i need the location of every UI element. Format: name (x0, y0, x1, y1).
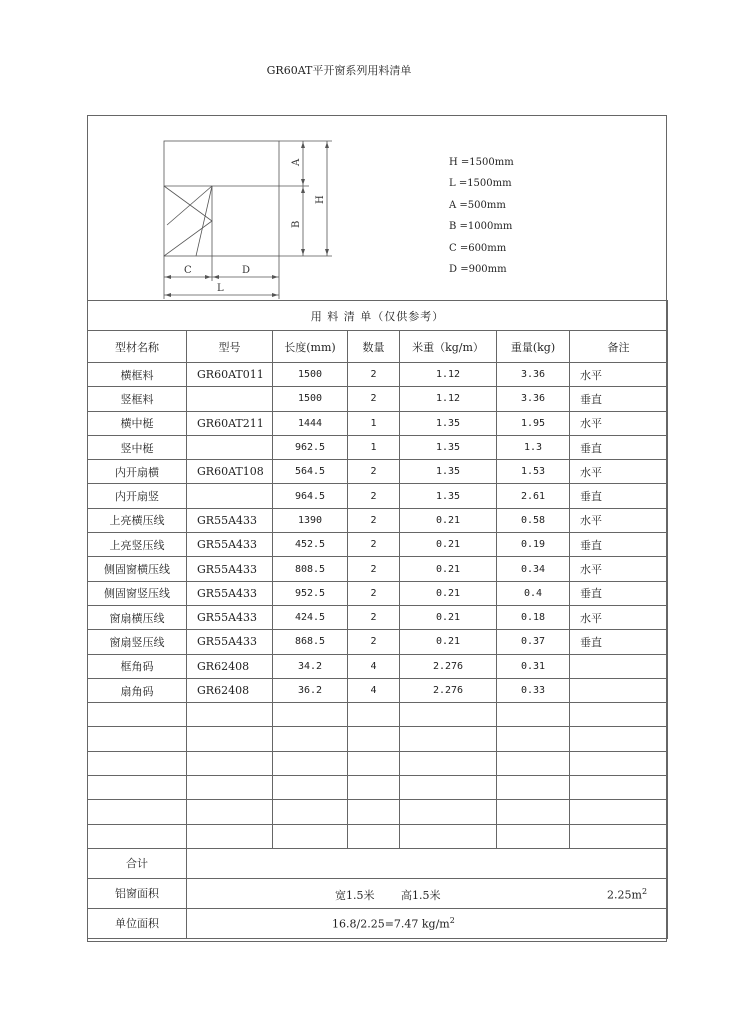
cell-weight (497, 703, 570, 727)
table-row (88, 411, 668, 435)
cell-length: 868.5 (273, 630, 348, 654)
cell-quantity: 2 (348, 387, 400, 411)
table-row (88, 751, 668, 775)
header-model: 型号 (187, 331, 273, 363)
cell-weight: 0.31 (497, 654, 570, 678)
cell-remark: 垂直 (570, 484, 668, 508)
cell-quantity: 2 (348, 460, 400, 484)
cell-length (273, 727, 348, 751)
cell-length: 1444 (273, 411, 348, 435)
table-header-row (88, 331, 668, 363)
dimension-a: A =500mm (449, 199, 506, 211)
cell-length: 452.5 (273, 533, 348, 557)
cell-quantity (348, 727, 400, 751)
cell-profile-name: 上亮横压线 (88, 508, 187, 532)
cell-length: 962.5 (273, 435, 348, 459)
label-d: D (242, 265, 251, 276)
area-width: 宽1.5米 (335, 888, 375, 902)
material-list-table (87, 300, 668, 939)
header-weight: 重量(kg) (497, 331, 570, 363)
cell-model: GR60AT211 (187, 411, 273, 435)
area-row (88, 878, 668, 908)
cell-quantity: 2 (348, 581, 400, 605)
total-value (187, 848, 668, 878)
cell-length: 424.5 (273, 605, 348, 629)
unit-area-label: 单位面积 (88, 908, 187, 938)
dimension-list (449, 152, 514, 280)
table-row (88, 508, 668, 532)
cell-quantity: 2 (348, 605, 400, 629)
cell-profile-name: 侧固窗竖压线 (88, 581, 187, 605)
cell-weight: 1.95 (497, 411, 570, 435)
cell-model: GR60AT011 (187, 363, 273, 387)
cell-length: 1500 (273, 363, 348, 387)
cell-profile-name (88, 776, 187, 800)
cell-length: 1500 (273, 387, 348, 411)
cell-remark: 垂直 (570, 387, 668, 411)
cell-profile-name: 竖中梃 (88, 435, 187, 459)
cell-model: GR62408 (187, 654, 273, 678)
cell-profile-name: 内开扇竖 (88, 484, 187, 508)
cell-model (187, 776, 273, 800)
label-h: H (315, 195, 326, 204)
cell-remark: 水平 (570, 605, 668, 629)
cell-unit-weight: 1.12 (400, 363, 497, 387)
cell-model: GR55A433 (187, 557, 273, 581)
cell-profile-name: 横中梃 (88, 411, 187, 435)
cell-remark: 水平 (570, 363, 668, 387)
cell-weight (497, 776, 570, 800)
table-row (88, 776, 668, 800)
cell-profile-name: 竖框料 (88, 387, 187, 411)
cell-remark: 垂直 (570, 435, 668, 459)
cell-profile-name (88, 751, 187, 775)
table-caption: 用 料 清 单（仅供参考） (88, 301, 668, 331)
cell-quantity: 1 (348, 435, 400, 459)
cell-weight: 3.36 (497, 363, 570, 387)
cell-length: 34.2 (273, 654, 348, 678)
header-remark: 备注 (570, 331, 668, 363)
table-row (88, 654, 668, 678)
cell-unit-weight: 0.21 (400, 533, 497, 557)
cell-model: GR55A433 (187, 581, 273, 605)
cell-weight: 1.53 (497, 460, 570, 484)
table-row (88, 435, 668, 459)
cell-quantity: 2 (348, 484, 400, 508)
cell-weight: 3.36 (497, 387, 570, 411)
cell-model (187, 800, 273, 824)
label-a: A (291, 158, 302, 166)
cell-remark (570, 727, 668, 751)
cell-weight: 0.58 (497, 508, 570, 532)
cell-unit-weight (400, 776, 497, 800)
area-total: $2.25m^2$ (607, 886, 648, 902)
cell-weight (497, 824, 570, 848)
cell-quantity (348, 776, 400, 800)
table-row (88, 703, 668, 727)
cell-unit-weight: 1.35 (400, 435, 497, 459)
table-row (88, 557, 668, 581)
cell-model: GR55A433 (187, 508, 273, 532)
cell-remark (570, 776, 668, 800)
cell-model: GR55A433 (187, 533, 273, 557)
cell-length (273, 800, 348, 824)
table-row (88, 484, 668, 508)
label-l: L (217, 283, 224, 294)
cell-unit-weight: 0.21 (400, 557, 497, 581)
cell-quantity: 2 (348, 557, 400, 581)
cell-model (187, 484, 273, 508)
cell-model (187, 824, 273, 848)
cell-profile-name: 窗扇竖压线 (88, 630, 187, 654)
cell-quantity (348, 800, 400, 824)
table-row (88, 800, 668, 824)
cell-model: GR55A433 (187, 605, 273, 629)
cell-unit-weight: 0.21 (400, 605, 497, 629)
cell-profile-name (88, 824, 187, 848)
cell-weight: 1.3 (497, 435, 570, 459)
cell-quantity (348, 751, 400, 775)
cell-profile-name: 上亮竖压线 (88, 533, 187, 557)
document-title: GR60AT平开窗系列用料清单 (266, 64, 412, 77)
cell-remark (570, 800, 668, 824)
cell-unit-weight: 0.21 (400, 630, 497, 654)
cell-unit-weight (400, 824, 497, 848)
cell-quantity: 4 (348, 678, 400, 702)
cell-remark: 水平 (570, 557, 668, 581)
cell-unit-weight (400, 727, 497, 751)
table-row (88, 630, 668, 654)
cell-weight: 0.19 (497, 533, 570, 557)
cell-remark (570, 703, 668, 727)
cell-length (273, 703, 348, 727)
cell-remark (570, 751, 668, 775)
cell-unit-weight: 1.35 (400, 411, 497, 435)
cell-length: 964.5 (273, 484, 348, 508)
cell-unit-weight: 0.21 (400, 508, 497, 532)
cell-length: 564.5 (273, 460, 348, 484)
cell-unit-weight: 2.276 (400, 654, 497, 678)
cell-profile-name: 框角码 (88, 654, 187, 678)
cell-weight: 0.34 (497, 557, 570, 581)
cell-unit-weight: 1.35 (400, 460, 497, 484)
window-diagram (87, 115, 667, 301)
cell-profile-name (88, 703, 187, 727)
cell-unit-weight (400, 800, 497, 824)
table-row (88, 387, 668, 411)
cell-model (187, 751, 273, 775)
header-unit-weight: 米重（kg/m） (400, 331, 497, 363)
cell-unit-weight: 2.276 (400, 678, 497, 702)
cell-unit-weight: 0.21 (400, 581, 497, 605)
cell-weight: 0.33 (497, 678, 570, 702)
cell-remark (570, 654, 668, 678)
cell-profile-name (88, 727, 187, 751)
table-row (88, 363, 668, 387)
cell-model (187, 727, 273, 751)
table-row (88, 533, 668, 557)
cell-remark: 水平 (570, 508, 668, 532)
cell-profile-name: 横框料 (88, 363, 187, 387)
area-value-cell (187, 878, 668, 908)
cell-model: GR55A433 (187, 630, 273, 654)
unit-area-row (88, 908, 668, 938)
cell-model (187, 387, 273, 411)
cell-length (273, 824, 348, 848)
header-length: 长度(mm) (273, 331, 348, 363)
cell-profile-name: 扇角码 (88, 678, 187, 702)
cell-length: 952.5 (273, 581, 348, 605)
cell-model: GR62408 (187, 678, 273, 702)
cell-weight: 2.61 (497, 484, 570, 508)
table-row (88, 605, 668, 629)
header-quantity: 数量 (348, 331, 400, 363)
cell-quantity (348, 703, 400, 727)
label-c: C (184, 265, 192, 276)
cell-length: 36.2 (273, 678, 348, 702)
cell-quantity: 4 (348, 654, 400, 678)
table-row (88, 678, 668, 702)
cell-remark (570, 824, 668, 848)
total-row (88, 848, 668, 878)
cell-unit-weight: 1.12 (400, 387, 497, 411)
dimension-d: D =900mm (449, 264, 507, 276)
cell-weight: 0.18 (497, 605, 570, 629)
cell-quantity: 2 (348, 630, 400, 654)
cell-profile-name: 内开扇横 (88, 460, 187, 484)
cell-model (187, 435, 273, 459)
dimension-c: C =600mm (449, 242, 507, 254)
table-row (88, 581, 668, 605)
cell-unit-weight (400, 751, 497, 775)
cell-weight (497, 800, 570, 824)
cell-remark: 垂直 (570, 533, 668, 557)
cell-profile-name (88, 800, 187, 824)
cell-remark: 垂直 (570, 581, 668, 605)
cell-length: 1390 (273, 508, 348, 532)
cell-model: GR60AT108 (187, 460, 273, 484)
cell-remark: 水平 (570, 460, 668, 484)
cell-profile-name: 侧固窗横压线 (88, 557, 187, 581)
cell-length: 808.5 (273, 557, 348, 581)
header-profile-name: 型材名称 (88, 331, 187, 363)
cell-weight (497, 727, 570, 751)
cell-remark (570, 678, 668, 702)
area-label: 铝窗面积 (88, 878, 187, 908)
cell-quantity: 2 (348, 533, 400, 557)
area-height: 高1.5米 (401, 888, 441, 902)
cell-quantity: 2 (348, 508, 400, 532)
dimension-l: L =1500mm (449, 178, 512, 190)
table-row (88, 460, 668, 484)
cell-quantity (348, 824, 400, 848)
cell-profile-name: 窗扇横压线 (88, 605, 187, 629)
unit-area-value: 16.8/2.25=7.47 $kg/m^2$ (187, 908, 668, 938)
cell-length (273, 751, 348, 775)
cell-unit-weight (400, 703, 497, 727)
dimension-h: H =1500mm (449, 157, 514, 168)
cell-quantity: 1 (348, 411, 400, 435)
cell-unit-weight: 1.35 (400, 484, 497, 508)
cell-weight: 0.4 (497, 581, 570, 605)
cell-weight: 0.37 (497, 630, 570, 654)
cell-model (187, 703, 273, 727)
cell-remark: 水平 (570, 411, 668, 435)
label-b: B (291, 220, 302, 228)
cell-weight (497, 751, 570, 775)
cell-remark: 垂直 (570, 630, 668, 654)
cell-length (273, 776, 348, 800)
table-row (88, 824, 668, 848)
dimension-b: B =1000mm (449, 221, 513, 233)
cell-quantity: 2 (348, 363, 400, 387)
total-label: 合计 (88, 848, 187, 878)
table-row (88, 727, 668, 751)
